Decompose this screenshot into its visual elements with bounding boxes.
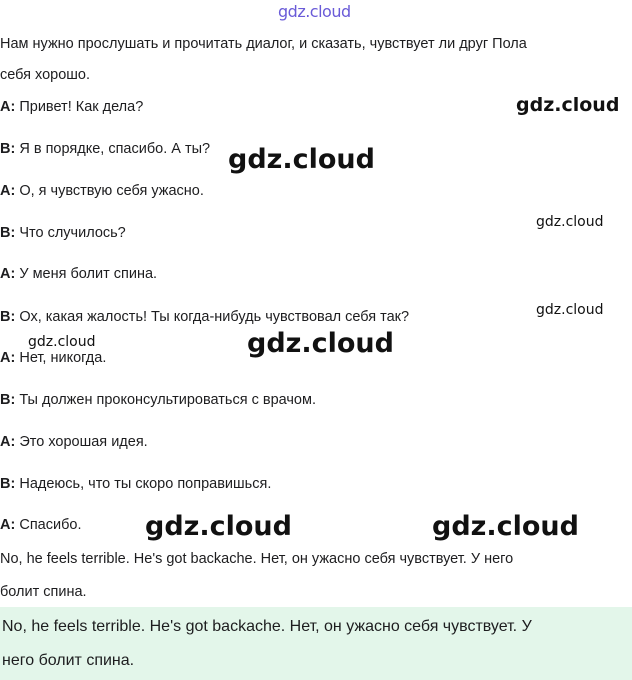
dialogue-line xyxy=(0,98,143,116)
answer-highlight-box xyxy=(0,607,632,680)
speaker-label: A: xyxy=(0,99,16,115)
dialogue-text: Я в порядке, спасибо. А ты? xyxy=(15,141,211,157)
dialogue-text: Нет, никогда. xyxy=(15,350,107,366)
speaker-label: A: xyxy=(0,350,16,366)
watermark: gdz.cloud xyxy=(228,144,375,175)
answer-line: болит спина. xyxy=(0,584,87,600)
speaker-label: B: xyxy=(0,141,16,157)
dialogue-text: О, я чувствую себя ужасно. xyxy=(15,183,204,199)
speaker-label: B: xyxy=(0,309,16,325)
dialogue-line xyxy=(0,475,271,493)
dialogue-text: Надеюсь, что ты скоро поправишься. xyxy=(15,476,272,492)
watermark: gdz.cloud xyxy=(28,334,96,350)
speaker-label: A: xyxy=(0,266,16,282)
watermark: gdz.cloud xyxy=(536,214,604,230)
dialogue-text: Ох, какая жалость! Ты когда-нибудь чувствовал себя так? xyxy=(15,309,410,325)
speaker-label: B: xyxy=(0,225,16,241)
speaker-label: A: xyxy=(0,183,16,199)
intro-line: себя хорошо. xyxy=(0,67,91,83)
dialogue-text: Это хорошая идея. xyxy=(15,434,148,450)
watermark: gdz.cloud xyxy=(432,511,579,542)
dialogue-line xyxy=(0,182,204,200)
dialogue-text: Что случилось? xyxy=(15,225,126,241)
speaker-label: A: xyxy=(0,434,16,450)
watermark: gdz.cloud xyxy=(247,328,394,359)
dialogue-line xyxy=(0,308,409,326)
watermark: gdz.cloud xyxy=(145,511,292,542)
dialogue-line xyxy=(0,349,106,367)
watermark: gdz.cloud xyxy=(516,94,620,116)
dialogue-line xyxy=(0,224,126,242)
intro-line: Нам нужно прослушать и прочитать диалог, и сказать, чувствует ли друг Пола xyxy=(0,36,527,52)
answer-highlight-line: No, he feels terrible. He's got backache. Нет, он ужасно себя чувствует. У xyxy=(2,618,532,635)
dialogue-line xyxy=(0,391,316,409)
dialogue-text: У меня болит спина. xyxy=(15,266,158,282)
answer-highlight-line: него болит спина. xyxy=(2,652,135,669)
dialogue-text: Спасибо. xyxy=(15,517,82,533)
speaker-label: B: xyxy=(0,476,16,492)
watermark: gdz.cloud xyxy=(536,302,604,318)
dialogue-text: Ты должен проконсультироваться с врачом. xyxy=(15,392,316,408)
dialogue-line xyxy=(0,516,81,534)
speaker-label: A: xyxy=(0,517,16,533)
dialogue-text: Привет! Как дела? xyxy=(15,99,144,115)
dialogue-line xyxy=(0,265,157,283)
dialogue-line xyxy=(0,140,210,158)
answer-line: No, he feels terrible. He's got backache. Нет, он ужасно себя чувствует. У него xyxy=(0,551,514,567)
watermark-top: gdz.cloud xyxy=(278,2,351,21)
speaker-label: B: xyxy=(0,392,16,408)
dialogue-line xyxy=(0,433,148,451)
